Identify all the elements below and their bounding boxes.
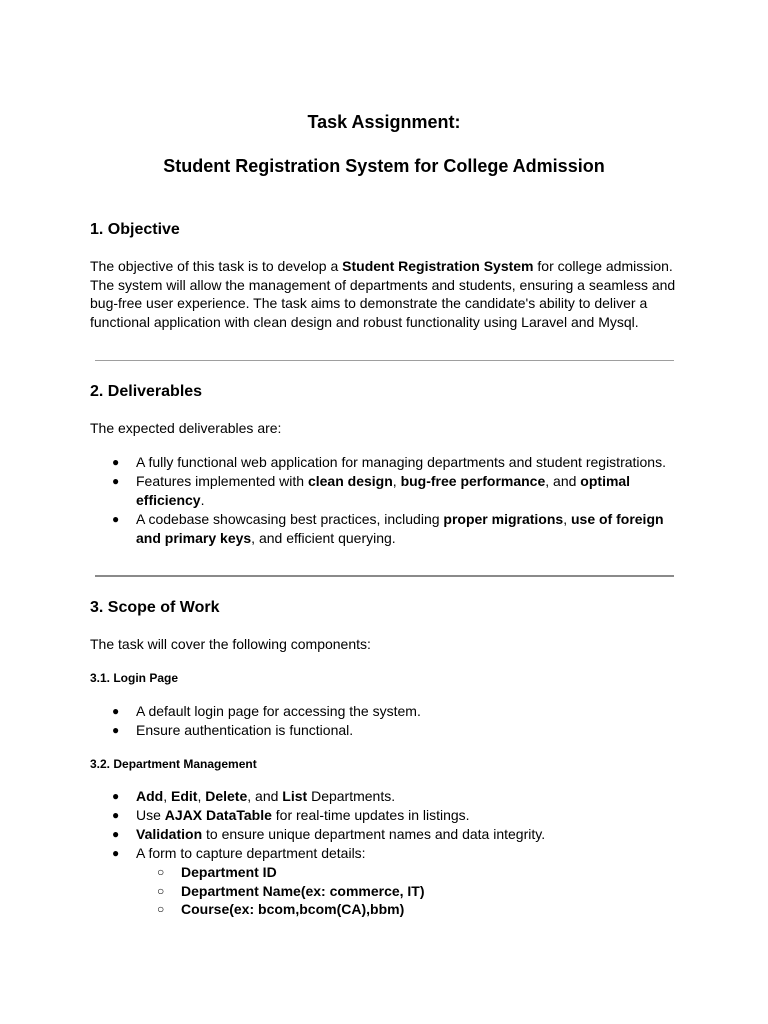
sub-bullet-icon: ○: [157, 864, 165, 879]
section-heading-deliverables: 2. Deliverables: [90, 383, 203, 400]
subsection-heading-department: 3.2. Department Management: [90, 757, 257, 771]
bullet-icon: ●: [112, 826, 120, 841]
deliverables-intro: The expected deliverables are:: [90, 420, 282, 436]
list-item: ● Use AJAX DataTable for real-time updates in listings.: [112, 806, 470, 823]
sub-bullet-icon: ○: [157, 883, 165, 898]
bullet-icon: ●: [112, 511, 120, 526]
list-item: ● A form to capture department details:: [112, 844, 366, 861]
bullet-icon: ●: [112, 845, 120, 860]
bullet-icon: ●: [112, 789, 120, 803]
objective-paragraph: The objective of this task is to develop a Student Registration System for college admission. The system will allow the management of departments and students, ensuring a seamless and bug-free user experience. The task aims to demonstrate the candidate's ability to deliver a functional application with clean design and robust functionality using Laravel and Mysql.: [90, 258, 676, 331]
list-item: ● Add, Edit, Delete, and List Departments.: [112, 788, 396, 804]
bullet-icon: ●: [112, 722, 120, 737]
section-divider: [95, 575, 674, 577]
document-title: Task Assignment:: [307, 112, 461, 132]
deliverables-list: [0, 453, 768, 548]
list-item: ● Ensure authentication is functional.: [112, 721, 354, 738]
list-item: ● A fully functional web application for managing departments and student registrations.: [112, 454, 666, 470]
section-heading-scope: 3. Scope of Work: [90, 599, 220, 616]
list-item: ● A default login page for accessing the system.: [112, 703, 421, 719]
department-list: [0, 787, 768, 919]
sub-bullet-icon: ○: [157, 902, 165, 917]
document-subtitle: Student Registration System for College Admission: [163, 156, 605, 176]
sub-list-item: ○ Course(ex: bcom,bcom(CA),bbm): [157, 901, 405, 918]
login-list: [0, 702, 768, 740]
sub-list-item: ○ Department ID: [157, 863, 277, 880]
bullet-icon: ●: [112, 807, 120, 822]
bullet-icon: ●: [112, 473, 120, 488]
list-item: ● A codebase showcasing best practices, including proper migrations, use of foreign and primary keys, and efficient querying.: [112, 510, 664, 546]
section-divider: [95, 360, 674, 361]
section-heading-objective: 1. Objective: [90, 221, 180, 238]
scope-intro: The task will cover the following components:: [90, 636, 371, 652]
sub-list-item: ○ Department Name(ex: commerce, IT): [157, 882, 425, 899]
list-item: ● Validation to ensure unique department names and data integrity.: [112, 825, 546, 842]
subsection-heading-login: 3.1. Login Page: [90, 671, 179, 685]
bullet-icon: ●: [112, 704, 120, 718]
bullet-icon: ●: [112, 455, 120, 469]
list-item: ● Features implemented with clean design, bug-free performance, and optimal efficiency.: [112, 472, 631, 508]
